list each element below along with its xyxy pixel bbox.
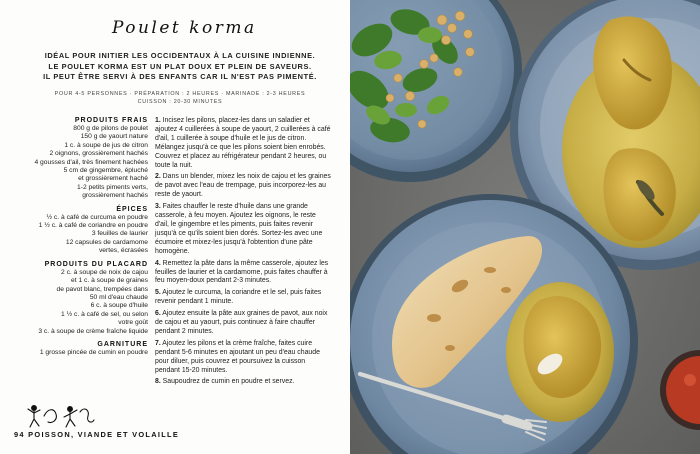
method-step: [155, 117, 331, 170]
meta-line: POUR 4-5 PERSONNES · PRÉPARATION : 2 HEURES · MARINADE : 2-3 HEURES: [54, 91, 306, 97]
photo-illustration: [350, 0, 700, 454]
step-text: Ajoutez ensuite la pâte aux graines de pavot, aux noix de cajou et au yaourt, puis continuez à faire chauffer pendant 2 minutes.: [155, 310, 328, 335]
method-step: [155, 203, 331, 256]
step-number: 8.: [155, 378, 161, 386]
ingredient-group: [14, 117, 148, 201]
ingredient-line: 1 ½ c. à café de coriandre en poudre: [38, 222, 148, 230]
method-step: [155, 173, 331, 200]
intro-line: IL PEUT ÊTRE SERVI À DES ENFANTS CAR IL N'EST PAS PIMENTÉ.: [43, 72, 317, 82]
ingredient-line: 6 c. à soupe d'huile: [90, 302, 148, 310]
ingredient-line: grossièrement hachés: [82, 192, 148, 200]
step-number: 4.: [155, 259, 161, 267]
ingredient-group: [14, 341, 148, 357]
ingredient-line: 1 c. à soupe de jus de citron: [64, 141, 148, 149]
ingredient-line: 2 c. à soupe de noix de cajou: [61, 268, 148, 276]
ingredient-line: 1-2 petits piments verts,: [77, 183, 148, 191]
ingredient-line: et grossièrement haché: [78, 175, 148, 183]
ingredient-line: 3 c. à soupe de crème fraîche liquide: [38, 327, 148, 335]
ingredient-line: 1 ½ c. à café de sel, ou selon: [61, 310, 148, 318]
ingredient-heading: PRODUITS FRAIS: [74, 117, 148, 124]
method-steps: [155, 117, 331, 390]
step-text: Dans un blender, mixez les noix de cajou et les graines de pavot avec l'eau de trempage, puis incorporez-les au reste de yaourt.: [155, 173, 331, 199]
ingredient-heading: ÉPICES: [116, 205, 148, 213]
food-photograph: [350, 0, 700, 454]
step-number: 7.: [155, 339, 161, 347]
method-step: [155, 310, 331, 337]
ingredient-line: 5 cm de gingembre, épluché: [63, 167, 148, 175]
ingredient-line: et 1 c. à soupe de graines: [71, 277, 148, 285]
ingredient-line: 1 grosse pincée de cumin en poudre: [39, 348, 148, 356]
ingredient-heading: PRODUITS DU PLACARD: [44, 260, 148, 268]
intro-line: LE POULET KORMA EST UN PLAT DOUX ET PLEIN DE SAVEURS.: [48, 61, 312, 71]
method-step: [155, 378, 331, 387]
ingredient-line: 2 oignons, grossièrement hachés: [49, 150, 148, 158]
recipe-title: Poulet korma: [112, 18, 257, 38]
step-number: 3.: [155, 203, 161, 211]
method-step: [155, 340, 331, 376]
ingredient-group: [14, 206, 148, 256]
step-text: Ajoutez le curcuma, la coriandre et le sel, puis faites revenir pendant 1 minute.: [155, 289, 322, 306]
step-number: 2.: [155, 173, 161, 181]
ingredient-heading: GARNITURE: [97, 340, 148, 348]
ingredients-column: [14, 117, 148, 362]
method-step: [155, 289, 331, 307]
step-number: 6.: [155, 310, 161, 318]
step-text: Remettez la pâte dans la même casserole, ajoutez les feuilles de laurier et la cardamome, puis faites chauffer à feu moyen-doux pendant 2-3 minutes.: [155, 259, 329, 285]
intro-line: IDÉAL POUR INITIER LES OCCIDENTAUX À LA CUISINE INDIENNE.: [44, 51, 316, 60]
ingredient-line: de pavot blanc, trempées dans: [56, 285, 148, 293]
step-number: 5.: [155, 289, 161, 297]
ingredient-line: votre goût: [118, 319, 148, 327]
ingredient-line: 4 gousses d'ail, très finement hachées: [34, 158, 148, 166]
recipe-meta: [30, 90, 330, 106]
ingredient-line: 3 feuilles de laurier: [91, 230, 148, 238]
page-footer: 94 POISSON, VIANDE ET VOLAILLE: [14, 430, 180, 439]
recipe-intro: [30, 51, 330, 83]
step-text: Faites chauffer le reste d'huile dans une grande casserole, à feu moyen. Ajoutez les oignons, le reste d'ail, le gingembre et les piments, puis faites revenir jusqu'à ce qu'ils soient bien dorés. Sortez-les avec une écumoire et mixez-les jusqu'à l'obtention d'une pâte homogène.: [155, 203, 323, 255]
method-step: [155, 260, 331, 287]
ingredient-line: ½ c. à café de curcuma en poudre: [46, 213, 148, 221]
step-text: Ajoutez les pilons et la crème fraîche, faites cuire pendant 5-6 minutes en ajoutant un peu d'eau chaude pour diluer, puis couvrez et poursuivez la cuisson pendant 15-20 minutes.: [155, 339, 320, 374]
ingredient-line: 12 capsules de cardamome: [65, 238, 148, 246]
ingredient-group: [14, 261, 148, 336]
step-text: Saupoudrez de cumin en poudre et servez.: [162, 378, 295, 386]
step-text: Incisez les pilons, placez-les dans un saladier et ajoutez 4 cuillerées à soupe de yaourt, 2 cuillerées à café d'ail, 1 cuillerée à soupe d'huile et le jus de citron. Mélangez jusqu'à ce que les pilons soient bien enrobés. Couvrez et placez au réfrigérateur pendant 2 heures, ou toute la nuit.: [155, 117, 331, 169]
meta-line: CUISSON : 20-30 MINUTES: [137, 99, 223, 105]
ingredient-line: vertes, écrasées: [98, 247, 148, 255]
dancing-figures-ornament-icon: [26, 404, 96, 430]
step-number: 1.: [155, 117, 161, 124]
ingredient-line: 800 g de pilons de poulet: [73, 125, 148, 132]
ingredient-line: 50 ml d'eau chaude: [89, 293, 148, 301]
ingredient-line: 150 g de yaourt nature: [80, 133, 148, 141]
